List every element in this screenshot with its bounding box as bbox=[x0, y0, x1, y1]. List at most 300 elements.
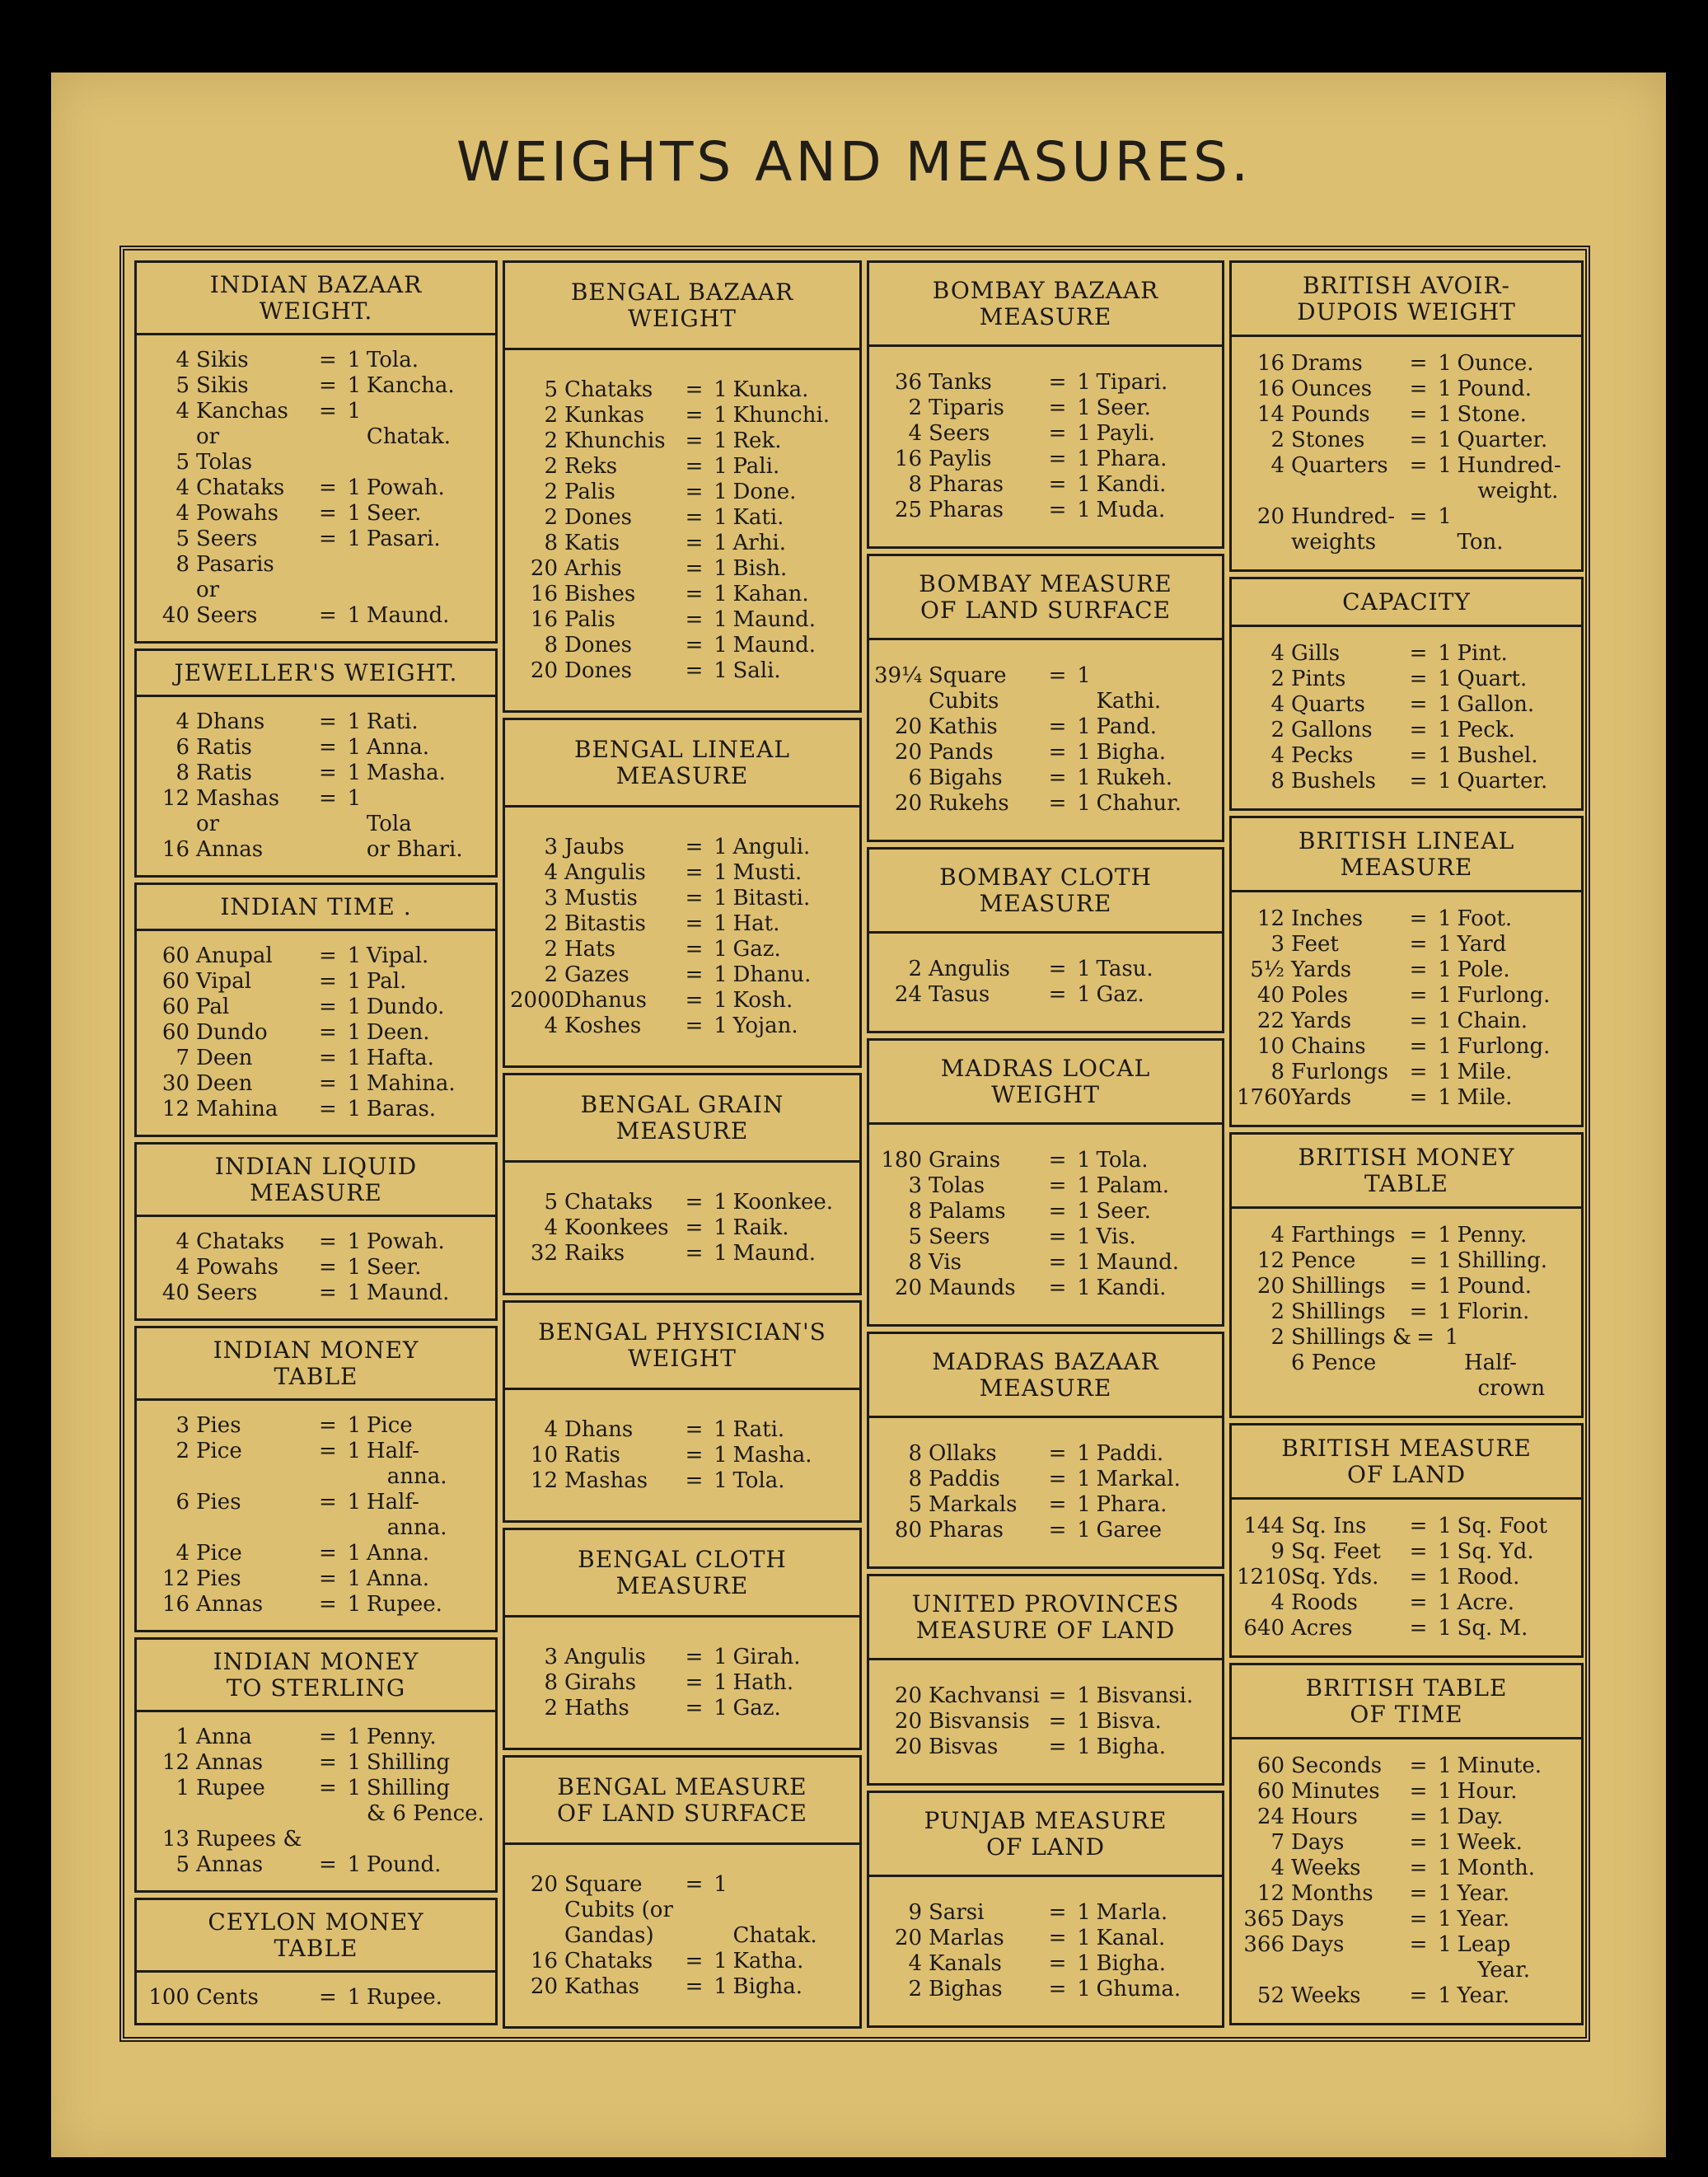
unit: Angulis bbox=[564, 1644, 646, 1669]
table-heading-line: INDIAN MONEY bbox=[213, 1647, 419, 1675]
one: 1 bbox=[347, 1985, 362, 2010]
one: 1 bbox=[714, 911, 728, 936]
unit: Gills bbox=[1291, 641, 1341, 666]
unit: Haths bbox=[564, 1695, 629, 1721]
one: 1 bbox=[1438, 641, 1452, 666]
equals-sign: = bbox=[319, 1725, 337, 1749]
equals-sign: = bbox=[1409, 957, 1428, 982]
table-heading-line: INDIAN BAZAAR bbox=[209, 270, 423, 298]
table-rows bbox=[137, 335, 495, 641]
measure-table bbox=[503, 1073, 862, 1295]
table-row bbox=[1237, 1299, 1576, 1325]
table-row bbox=[142, 1413, 490, 1439]
result-unit: Kahan. bbox=[732, 581, 809, 606]
one: 1 bbox=[1438, 1539, 1452, 1564]
table-row bbox=[874, 740, 1217, 765]
result-unit: Quart. bbox=[1457, 667, 1528, 691]
quantity: 4 bbox=[175, 348, 190, 372]
equals-sign: = bbox=[319, 1439, 337, 1463]
equals-sign: = bbox=[685, 428, 704, 453]
column-2 bbox=[503, 260, 862, 2029]
one: 1 bbox=[714, 606, 728, 632]
one bbox=[342, 450, 367, 475]
equals-sign: = bbox=[1409, 1779, 1428, 1804]
result-unit: Katha. bbox=[732, 1948, 804, 1973]
quantity: 14 bbox=[1256, 402, 1285, 427]
equals-sign: = bbox=[1048, 982, 1067, 1007]
unit: Mustis bbox=[564, 885, 638, 911]
quantity: 5 bbox=[544, 1189, 558, 1215]
equals-sign: = bbox=[1409, 1060, 1428, 1084]
table-heading bbox=[1232, 579, 1581, 627]
table-row bbox=[874, 765, 1217, 791]
result-unit: Week. bbox=[1457, 1830, 1523, 1855]
unit: Gazes bbox=[564, 962, 629, 987]
one: 1 bbox=[1438, 769, 1452, 794]
table-rows bbox=[505, 808, 859, 1065]
table-heading-line: MEASURE bbox=[1340, 853, 1473, 881]
quantity: 6 bbox=[175, 735, 190, 760]
quantity: 1 bbox=[175, 1725, 190, 1749]
equals-sign: = bbox=[319, 995, 337, 1019]
quantity: 20 bbox=[530, 1973, 558, 1999]
table-heading bbox=[505, 1758, 859, 1845]
table-rows bbox=[137, 697, 495, 875]
one: 1 bbox=[1077, 1276, 1091, 1300]
equals-sign: = bbox=[1048, 1683, 1067, 1708]
measure-table bbox=[1229, 1423, 1584, 1658]
unit: Roods bbox=[1291, 1590, 1358, 1615]
unit: Yards bbox=[1291, 957, 1352, 982]
one: 1 bbox=[1438, 1223, 1452, 1248]
table-row bbox=[142, 1566, 490, 1592]
quantity: 5 bbox=[908, 1492, 922, 1517]
quantity: 10 bbox=[1256, 1034, 1285, 1059]
unit: Katis bbox=[564, 530, 620, 555]
table-rows bbox=[505, 350, 859, 710]
table-heading-line: WEIGHT bbox=[991, 1080, 1100, 1108]
table-row bbox=[142, 995, 490, 1020]
result-unit: Rati. bbox=[366, 709, 419, 734]
unit: Koonkees bbox=[564, 1215, 669, 1240]
equals-sign: = bbox=[1409, 1274, 1428, 1299]
equals-sign: = bbox=[685, 1189, 704, 1215]
table-row bbox=[874, 982, 1217, 1008]
result-unit: Pound. bbox=[1457, 377, 1533, 401]
quantity: 20 bbox=[530, 555, 558, 581]
result-unit: Minute. bbox=[1457, 1753, 1542, 1778]
table-rows bbox=[1232, 337, 1581, 569]
equals-sign: = bbox=[685, 1416, 704, 1442]
quantity: 20 bbox=[894, 740, 922, 765]
quantity: 365 bbox=[1243, 1907, 1285, 1931]
equals-sign: = bbox=[319, 1046, 337, 1070]
unit: Tolas bbox=[196, 450, 253, 475]
unit: Annas bbox=[196, 837, 264, 862]
table-row bbox=[874, 1492, 1217, 1518]
equals-sign: = bbox=[1409, 1223, 1428, 1248]
quantity: 4 bbox=[544, 1416, 558, 1442]
quantity: 36 bbox=[894, 370, 922, 395]
result-unit: Tola bbox=[366, 812, 412, 836]
quantity: 20 bbox=[894, 1926, 922, 1950]
unit: Dones bbox=[564, 632, 632, 658]
one: 1 bbox=[1438, 957, 1452, 982]
table-heading-line: MEASURE bbox=[615, 1117, 749, 1145]
quantity: 6 bbox=[175, 1490, 190, 1515]
result-unit: Day. bbox=[1457, 1805, 1504, 1829]
result-unit: Chatak. bbox=[366, 424, 452, 449]
unit: Hundred- weights bbox=[1291, 504, 1396, 555]
result-unit: Hath. bbox=[732, 1669, 794, 1695]
result-unit: Garee bbox=[1096, 1518, 1162, 1543]
result-unit: or Bhari. bbox=[366, 837, 463, 862]
table-row bbox=[142, 348, 490, 373]
equals-sign: = bbox=[685, 1871, 704, 1897]
table-row bbox=[1237, 1932, 1576, 1983]
one: 1 bbox=[347, 1097, 362, 1121]
quantity: 2 bbox=[1270, 1325, 1285, 1350]
result-unit: Gaz. bbox=[732, 1695, 781, 1721]
quantity: 4 bbox=[175, 1541, 190, 1566]
one: 1 bbox=[1077, 714, 1091, 739]
one: 1 bbox=[1077, 396, 1091, 420]
quantity: 2 bbox=[1270, 718, 1285, 742]
equals-sign: = bbox=[319, 603, 337, 628]
one bbox=[342, 1827, 367, 1852]
table-heading-line: BENGAL CLOTH bbox=[578, 1545, 787, 1573]
unit: Kunkas bbox=[564, 402, 644, 428]
table-row bbox=[510, 633, 854, 658]
table-row bbox=[874, 1276, 1217, 1301]
table-heading-line: DUPOIS WEIGHT bbox=[1297, 297, 1516, 325]
unit: Arhis bbox=[564, 555, 622, 581]
result-unit: Anna. bbox=[366, 1541, 429, 1566]
quantity: 3 bbox=[1270, 932, 1285, 957]
equals-sign: = bbox=[1048, 663, 1067, 688]
one: 1 bbox=[1077, 498, 1091, 522]
result-unit: Ounce. bbox=[1457, 351, 1534, 376]
equals-sign: = bbox=[1409, 1539, 1428, 1564]
equals-sign: = bbox=[1048, 1977, 1067, 2001]
table-rows bbox=[1232, 892, 1581, 1125]
one: 1 bbox=[347, 943, 362, 968]
table-heading bbox=[137, 1328, 495, 1401]
one: 1 bbox=[347, 1490, 362, 1515]
equals-sign: = bbox=[1048, 498, 1067, 522]
one: 1 bbox=[347, 995, 362, 1019]
unit: Annas bbox=[196, 1750, 264, 1775]
result-unit: Acre. bbox=[1457, 1590, 1514, 1615]
table-heading-line: MEASURE bbox=[979, 889, 1112, 917]
table-row bbox=[142, 552, 490, 603]
quantity: 32 bbox=[530, 1240, 558, 1266]
table-heading bbox=[1232, 1426, 1581, 1500]
result-unit: Raik. bbox=[732, 1215, 789, 1240]
equals-sign: = bbox=[319, 1985, 337, 2010]
one: 1 bbox=[347, 399, 362, 424]
table-row bbox=[874, 396, 1217, 421]
one: 1 bbox=[714, 428, 728, 453]
measure-table bbox=[134, 260, 498, 644]
unit: Palis bbox=[564, 479, 615, 504]
table-heading bbox=[505, 1530, 859, 1618]
one: 1 bbox=[1438, 1983, 1452, 2008]
unit: Furlongs bbox=[1291, 1060, 1388, 1084]
result-unit: Dhanu. bbox=[732, 962, 812, 987]
quantity: 60 bbox=[161, 969, 190, 994]
table-row bbox=[1237, 1753, 1576, 1779]
one: 1 bbox=[714, 453, 728, 479]
one: 1 bbox=[1077, 472, 1091, 497]
quantity: 12 bbox=[1256, 1248, 1285, 1273]
unit: Chains bbox=[1291, 1034, 1366, 1059]
one: 1 bbox=[714, 377, 728, 402]
table-row bbox=[510, 1696, 854, 1721]
table-row bbox=[510, 1974, 854, 2000]
unit: Chataks bbox=[196, 475, 285, 500]
table-heading-line: TABLE bbox=[274, 1362, 358, 1390]
equals-sign: = bbox=[685, 479, 704, 504]
one: 1 bbox=[1077, 1467, 1091, 1491]
one: 1 bbox=[1438, 667, 1452, 691]
table-row bbox=[1237, 769, 1576, 794]
quantity: 8 bbox=[908, 1250, 922, 1275]
one: 1 bbox=[714, 402, 728, 428]
table-heading-line: CEYLON MONEY bbox=[208, 1908, 424, 1936]
table-row bbox=[1237, 402, 1576, 428]
table-row bbox=[874, 1900, 1217, 1926]
unit: Seers bbox=[196, 527, 258, 551]
one: 1 bbox=[347, 1592, 362, 1617]
quantity: 8 bbox=[544, 530, 558, 555]
result-unit: Florin. bbox=[1457, 1299, 1530, 1324]
table-row bbox=[874, 1148, 1217, 1173]
one: 1 bbox=[1077, 1148, 1091, 1173]
quantity: 2 bbox=[1270, 1299, 1285, 1324]
equals-sign: = bbox=[1409, 1856, 1428, 1880]
unit: Chataks bbox=[564, 1189, 653, 1215]
equals-sign: = bbox=[1409, 402, 1428, 427]
quantity: 12 bbox=[161, 1750, 190, 1775]
quantity: 100 bbox=[148, 1985, 190, 2010]
table-heading bbox=[505, 720, 859, 808]
table-heading bbox=[137, 651, 495, 697]
table-rows bbox=[505, 1163, 859, 1293]
result-unit: Half- anna. bbox=[366, 1439, 447, 1489]
one: 1 bbox=[714, 987, 728, 1013]
table-row bbox=[142, 527, 490, 552]
equals-sign: = bbox=[1409, 1983, 1428, 2008]
result-unit: Musti. bbox=[732, 859, 803, 885]
quantity: 20 bbox=[894, 714, 922, 739]
unit: Sq. Ins bbox=[1291, 1514, 1367, 1538]
one: 1 bbox=[1438, 906, 1452, 931]
one: 1 bbox=[1438, 1856, 1452, 1880]
one: 1 bbox=[714, 555, 728, 581]
unit: Days bbox=[1291, 1907, 1345, 1931]
quantity: 8 bbox=[908, 1467, 922, 1491]
table-row bbox=[142, 1071, 490, 1097]
one: 1 bbox=[1438, 718, 1452, 742]
result-unit: Rood. bbox=[1457, 1565, 1520, 1589]
table-row bbox=[142, 709, 490, 735]
one: 1 bbox=[714, 504, 728, 530]
equals-sign: = bbox=[1409, 1514, 1428, 1538]
table-heading-line: BRITISH TABLE bbox=[1305, 1674, 1508, 1702]
table-row bbox=[510, 1241, 854, 1266]
table-heading-line: OF LAND SURFACE bbox=[557, 1799, 807, 1827]
quantity: 640 bbox=[1243, 1616, 1285, 1641]
unit: Maunds bbox=[929, 1276, 1016, 1300]
one: 1 bbox=[347, 1725, 362, 1749]
unit: Months bbox=[1291, 1881, 1373, 1906]
unit: Acres bbox=[1291, 1616, 1353, 1641]
table-row bbox=[510, 1443, 854, 1468]
quantity: 7 bbox=[1270, 1830, 1285, 1855]
quantity: 3 bbox=[175, 1413, 190, 1438]
table-rows bbox=[869, 640, 1222, 840]
equals-sign: = bbox=[685, 530, 704, 555]
result-unit: Paddi. bbox=[1096, 1441, 1164, 1466]
unit: Kanchas or bbox=[196, 399, 288, 449]
result-unit: Kandi. bbox=[1096, 1276, 1167, 1300]
table-row bbox=[510, 480, 854, 505]
quantity: 16 bbox=[530, 606, 558, 632]
one: 1 bbox=[1438, 1248, 1452, 1273]
one: 1 bbox=[714, 1973, 728, 1999]
table-rows bbox=[869, 1125, 1222, 1324]
result-unit: Furlong. bbox=[1457, 983, 1551, 1008]
table-row bbox=[1237, 1060, 1576, 1085]
quantity: 4 bbox=[908, 1951, 922, 1976]
one: 1 bbox=[347, 1229, 362, 1254]
unit: Chataks bbox=[196, 1229, 285, 1254]
result-unit: Done. bbox=[732, 479, 797, 504]
result-unit: Kancha. bbox=[366, 373, 455, 398]
unit: Ratis bbox=[196, 761, 252, 785]
quantity: 20 bbox=[894, 1276, 922, 1300]
equals-sign: = bbox=[685, 606, 704, 632]
equals-sign: = bbox=[685, 377, 704, 402]
equals-sign: = bbox=[1409, 667, 1428, 691]
unit: Seers bbox=[196, 603, 258, 628]
quantity: 30 bbox=[161, 1071, 190, 1096]
one: 1 bbox=[714, 834, 728, 859]
one: 1 bbox=[1077, 1518, 1091, 1543]
table-heading-line: MEASURE bbox=[979, 1374, 1112, 1402]
unit: Grains bbox=[929, 1148, 1001, 1173]
table-heading-line: BOMBAY BAZAAR bbox=[932, 276, 1159, 304]
quantity: 2 bbox=[544, 428, 558, 453]
quantity: 2 bbox=[1270, 667, 1285, 691]
one: 1 bbox=[347, 1566, 362, 1591]
table-row bbox=[510, 1872, 854, 1949]
one: 1 bbox=[1438, 1565, 1452, 1589]
quantity: 9 bbox=[1270, 1539, 1285, 1564]
table-heading-line: BRITISH MEASURE bbox=[1281, 1434, 1532, 1462]
one: 1 bbox=[1077, 1926, 1091, 1950]
quantity: 8 bbox=[908, 1199, 922, 1224]
table-rows bbox=[505, 1845, 859, 2026]
table-heading-line: BENGAL GRAIN bbox=[580, 1090, 784, 1118]
unit: Pies bbox=[196, 1413, 241, 1438]
one: 1 bbox=[347, 475, 362, 500]
table-row bbox=[142, 1255, 490, 1280]
page-title: WEIGHTS AND MEASURES. bbox=[456, 130, 1252, 194]
result-unit: Pole. bbox=[1457, 957, 1510, 982]
result-unit: Pal. bbox=[366, 969, 407, 994]
table-row bbox=[1237, 641, 1576, 667]
quantity: 8 bbox=[175, 552, 190, 577]
one: 1 bbox=[1077, 1709, 1091, 1734]
equals-sign: = bbox=[319, 1541, 337, 1566]
equals-sign: = bbox=[319, 709, 337, 734]
measure-table bbox=[134, 1142, 498, 1321]
equals-sign: = bbox=[319, 1776, 337, 1800]
equals-sign: = bbox=[685, 1669, 704, 1695]
result-unit: Masha. bbox=[732, 1442, 812, 1468]
one: 1 bbox=[714, 1013, 728, 1038]
result-unit: Penny. bbox=[1457, 1223, 1528, 1248]
unit: Sq. Yds. bbox=[1291, 1565, 1379, 1589]
result-unit: Gallon. bbox=[1457, 692, 1535, 717]
equals-sign: = bbox=[319, 1020, 337, 1045]
unit: Square Cubits bbox=[929, 663, 1007, 714]
equals-sign: = bbox=[319, 1071, 337, 1096]
unit: Poles bbox=[1291, 983, 1349, 1008]
result-unit: Pali. bbox=[732, 453, 780, 479]
quantity: 144 bbox=[1243, 1514, 1285, 1538]
table-heading-line: BENGAL BAZAAR bbox=[570, 278, 794, 306]
quantity: 12 bbox=[161, 1097, 190, 1121]
result-unit: Half- crown bbox=[1463, 1351, 1546, 1401]
table-row bbox=[1237, 1223, 1576, 1248]
result-unit: Bigha. bbox=[1096, 1735, 1167, 1759]
unit: Anupal bbox=[196, 943, 273, 968]
table-row bbox=[510, 1417, 854, 1443]
equals-sign: = bbox=[685, 1442, 704, 1468]
equals-sign: = bbox=[319, 527, 337, 551]
result-unit: Rek. bbox=[732, 428, 782, 453]
unit: Quarts bbox=[1291, 692, 1365, 717]
quantity: 2 bbox=[908, 1977, 922, 2001]
table-row bbox=[1237, 1009, 1576, 1034]
table-row bbox=[1237, 1539, 1576, 1565]
table-row bbox=[874, 714, 1217, 740]
unit: Hats bbox=[564, 936, 615, 962]
table-row bbox=[1237, 1805, 1576, 1830]
quantity: 5 bbox=[908, 1224, 922, 1249]
table-row bbox=[1237, 1830, 1576, 1856]
table-row bbox=[510, 988, 854, 1014]
unit: Shillings bbox=[1291, 1299, 1386, 1324]
result-unit: Girah. bbox=[732, 1644, 801, 1669]
one: 1 bbox=[347, 501, 362, 526]
unit: Powahs bbox=[196, 501, 278, 526]
unit: Sikis bbox=[196, 373, 249, 398]
equals-sign: = bbox=[1409, 983, 1428, 1008]
table-row bbox=[1237, 957, 1576, 983]
unit: Square Cubits (or Gandas) bbox=[564, 1871, 673, 1948]
one: 1 bbox=[714, 632, 728, 658]
one: 1 bbox=[1438, 402, 1452, 427]
table-row bbox=[1237, 743, 1576, 769]
equals-sign: = bbox=[685, 859, 704, 885]
unit: Deen bbox=[196, 1071, 253, 1096]
table-row bbox=[142, 943, 490, 969]
table-heading bbox=[505, 263, 859, 350]
